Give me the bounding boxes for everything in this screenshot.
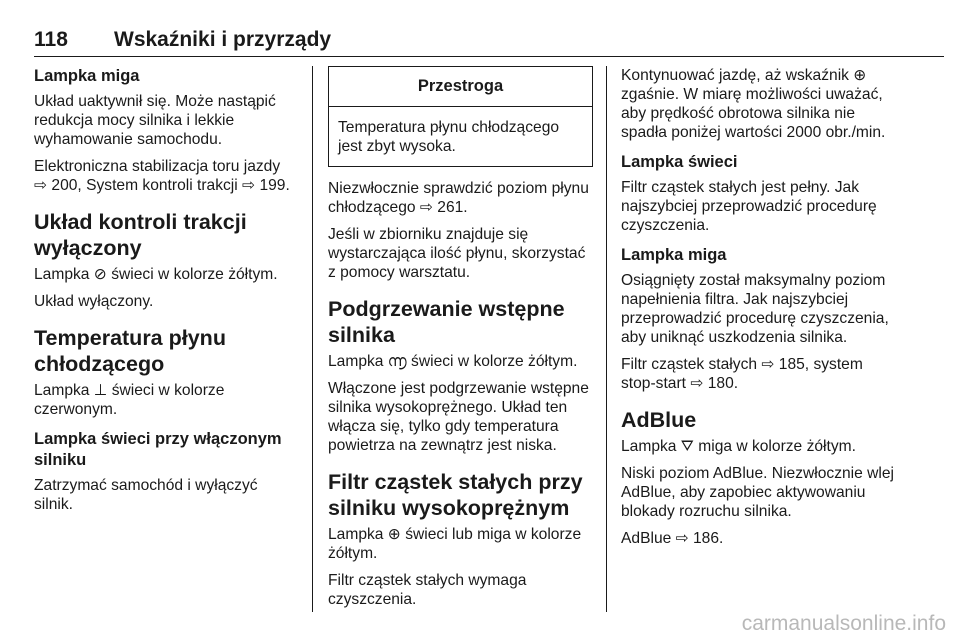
section-heading: AdBlue xyxy=(621,408,697,432)
paragraph: Zatrzymać samochód i wyłączyć silnik. xyxy=(34,477,258,513)
paragraph: Lampka ⛛ miga w kolorze żółtym. xyxy=(621,438,856,455)
section-heading: Temperatura płynu chłodzącego xyxy=(34,326,226,376)
column-2 xyxy=(328,66,593,617)
caution-box xyxy=(328,66,593,167)
section-heading: Filtr cząstek stałych przy silniku wysokoprężnym xyxy=(328,470,583,520)
column-1 xyxy=(34,66,296,522)
paragraph: Osiągnięty został maksymalny poziom napełnienia filtra. Jak najszybciej przeprowadzić procedurę czyszczenia, aby uniknąć uszkodzenia silnika. xyxy=(621,272,889,346)
header-rule xyxy=(34,56,944,57)
column-divider xyxy=(312,66,313,612)
watermark-text: carmanualsonline.info xyxy=(741,612,946,635)
paragraph: Jeśli w zbiorniku znajduje się wystarczająca ilość płynu, skorzystać z pomocy warsztatu. xyxy=(328,226,586,281)
paragraph: Filtr cząstek stałych ⇨ 185, system stop-start ⇨ 180. xyxy=(621,356,863,392)
caution-body xyxy=(329,107,592,166)
paragraph: Filtr cząstek stałych jest pełny. Jak najszybciej przeprowadzić procedurę czyszczenia. xyxy=(621,179,877,234)
section-heading: Lampka świeci xyxy=(621,153,738,171)
paragraph: Włączone jest podgrzewanie wstępne silnika wysokoprężnego. Układ ten włącza się, tylko gdy temperatura powietrza na zewnątrz jest niska. xyxy=(328,380,589,454)
page-header xyxy=(34,28,944,56)
paragraph: Filtr cząstek stałych wymaga czyszczenia. xyxy=(328,572,527,608)
caution-text: Temperatura płynu chłodzącego jest zbyt wysoka. xyxy=(338,119,560,155)
paragraph: Lampka ⊕ świeci lub miga w kolorze żółtym. xyxy=(328,526,582,562)
page-number: 118 xyxy=(34,28,68,51)
paragraph: Lampka ⊥ świeci w kolorze czerwonym. xyxy=(34,382,225,418)
paragraph: Układ wyłączony. xyxy=(34,293,154,310)
paragraph: Elektroniczna stabilizacja toru jazdy ⇨ 200, System kontroli trakcji ⇨ 199. xyxy=(34,158,290,194)
column-divider xyxy=(606,66,607,612)
paragraph: Niezwłocznie sprawdzić poziom płynu chłodzącego ⇨ 261. xyxy=(328,180,589,216)
column-3 xyxy=(621,66,901,556)
paragraph: Lampka ൬ świeci w kolorze żółtym. xyxy=(328,353,578,370)
running-title: Wskaźniki i przyrządy xyxy=(114,28,332,51)
paragraph: Kontynuować jazdę, aż wskaźnik ⊕ zgaśnie. W miarę możliwości uważać, aby prędkość obrotowa silnika nie spadła poniżej wartości 2000 obr./min. xyxy=(621,67,886,141)
caution-title: Przestroga xyxy=(329,67,592,107)
section-heading: Lampka świeci przy włączonym silniku xyxy=(34,430,282,469)
section-heading: Lampka miga xyxy=(34,67,140,85)
section-heading: Układ kontroli trakcji wyłączony xyxy=(34,210,247,260)
section-heading: Lampka miga xyxy=(621,246,727,264)
paragraph: Lampka ⊘ świeci w kolorze żółtym. xyxy=(34,266,278,283)
paragraph: AdBlue ⇨ 186. xyxy=(621,530,724,547)
section-heading: Podgrzewanie wstępne silnika xyxy=(328,297,565,347)
paragraph: Układ uaktywnił się. Może nastąpić redukcja mocy silnika i lekkie wyhamowanie samochodu. xyxy=(34,93,276,148)
paragraph: Niski poziom AdBlue. Niezwłocznie wlej AdBlue, aby zapobiec aktywowaniu blokady rozruchu silnika. xyxy=(621,465,894,520)
